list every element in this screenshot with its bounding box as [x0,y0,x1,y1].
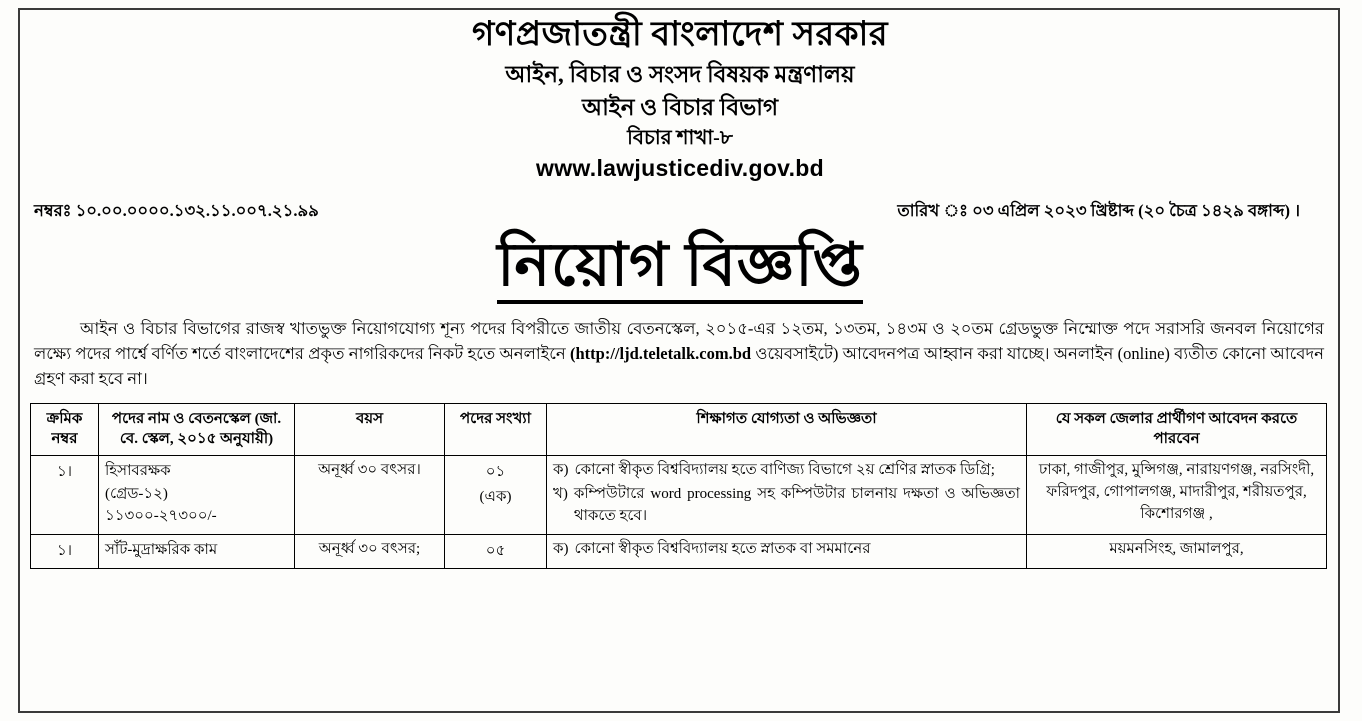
row2-vacancy-count: ০৫ [485,542,506,559]
row1-post-line1: হিসাবরক্ষক [105,463,171,480]
row2-qual-text-a: কোনো স্বীকৃত বিশ্ববিদ্যালয় হতে স্নাতক বা সমমানের [574,540,871,557]
vacancy-table [30,403,1327,568]
row2-serial: ১। [31,534,99,568]
memo-date: তারিখ ঃ ০৩ এপ্রিল ২০২৩ খ্রিষ্টাব্দ (২০ চৈত্র ১৪২৯ বঙ্গাব্দ) । [897,201,1300,220]
government-name: গণপ্রজাতন্ত্রী বাংলাদেশ সরকার [471,16,889,53]
col-age: বয়স [295,404,445,456]
row1-qual-item-a [553,460,1020,482]
col-post-name: পদের নাম ও বেতনস্কেল (জা. বে. স্কেল, ২০১৫ অনুযায়ী) [99,404,295,456]
row1-vacancy-count: ০১ [485,464,506,481]
table-header-row [31,404,1327,456]
memo-number: নম্বরঃ ১০.০০.০০০০.১৩২.১১.০০৭.২১.৯৯ [34,201,319,220]
col-serial: ক্রমিক নম্বর [31,404,99,456]
row1-serial: ১। [31,456,99,534]
row1-vacancy-word: (এক) [479,489,512,506]
row2-vacancy [445,534,547,568]
row1-vacancy [445,456,547,534]
row2-post [99,534,295,568]
table-row [31,534,1327,568]
row1-qual-marker-a: ক) [553,462,569,479]
col-districts: যে সকল জেলার প্রার্থীগণ আবেদন করতে পারবেন [1027,404,1327,456]
section-name: বিচার শাখা-৮ [627,126,733,149]
row1-qualification [547,456,1027,534]
row2-qual-marker-a: ক) [553,540,569,557]
row2-age [295,534,445,568]
division-name: আইন ও বিচার বিভাগ [581,94,779,120]
row1-qual-text-a: কোনো স্বীকৃত বিশ্ববিদ্যালয় হতে বাণিজ্য বিভাগে ২য় শ্রেণির স্নাতক ডিগ্রি; [574,462,995,479]
intro-text-part2: ওয়েবসাইটে) আবেদনপত্র আহ্বান করা যাচ্ছে। অনলাইন (online) ব্যতীত কোনো আবেদন গ্রহণ করা হবে না। [34,343,1324,388]
intro-paragraph [30,317,1330,391]
intro-text-part1: আইন ও বিচার বিভাগের রাজস্ব খাতভুক্ত নিয়োগযোগ্য শূন্য পদের বিপরীতে জাতীয় বেতনস্কেল, ২০১৫-এর ১২তম, ১৩তম, ১৪৩ম ও ২০তম গ্রেডভুক্ত নিম্মোক্ত পদে সরাসরি জনবল নিয়োগের লক্ষ্যে পদের পার্শ্বে বর্ণিত শর্তে বাংলাদেশের প্রকৃত নাগরিকদের নিকট হতে অনলাইনে [34,319,1324,363]
col-vacancy: পদের সংখ্যা [445,404,547,456]
row2-age-line1: অনূর্ধ্ব ৩০ বৎসর; [318,540,421,557]
page-title-text: নিয়োগ বিজ্ঞপ্তি [497,232,863,304]
row1-post-line3: ১১৩০০-২৭৩০০/- [105,508,217,525]
row1-qual-item-b [553,484,1020,528]
row1-age-line1: অনূর্ধ্ব ৩০ বৎসর। [318,462,421,479]
application-link[interactable]: (http://ljd.teletalk.com.bd [570,343,752,363]
table-row [31,456,1327,534]
memo-line [30,198,1330,225]
page-title [30,232,1330,298]
row1-districts: ঢাকা, গাজীপুর, মুন্সিগঞ্জ, নারায়ণগঞ্জ, নরসিংদী, ফরিদপুর, গোপালগঞ্জ, মাদারীপুর, শরীয়তপুর, কিশোরগঞ্জ , [1027,456,1327,534]
row2-qual-item-a [553,539,1020,561]
row2-districts: ময়মনসিংহ, জামালপুর, [1027,534,1327,568]
col-qualification: শিক্ষাগত যোগ্যতা ও অভিজ্ঞতা [547,404,1027,456]
ministry-name: আইন, বিচার ও সংসদ বিষয়ক মন্ত্রণালয় [505,62,855,88]
letterhead [30,14,1330,182]
row1-post-line2: (গ্রেড-১২) [105,485,168,502]
row1-qual-text-b: কম্পিউটারে word processing সহ কম্পিউটার চালনায় দক্ষতা ও অভিজ্ঞতা থাকতে হবে। [573,486,1020,524]
row1-qual-marker-b: খ) [553,486,568,502]
row1-age [295,456,445,534]
row2-post-line1: সাঁট-মুদ্রাক্ষরিক কাম [105,541,218,558]
document-content [30,14,1330,709]
website-url[interactable]: www.lawjusticediv.gov.bd [536,154,824,181]
row1-post [99,456,295,534]
row2-qualification [547,534,1027,568]
